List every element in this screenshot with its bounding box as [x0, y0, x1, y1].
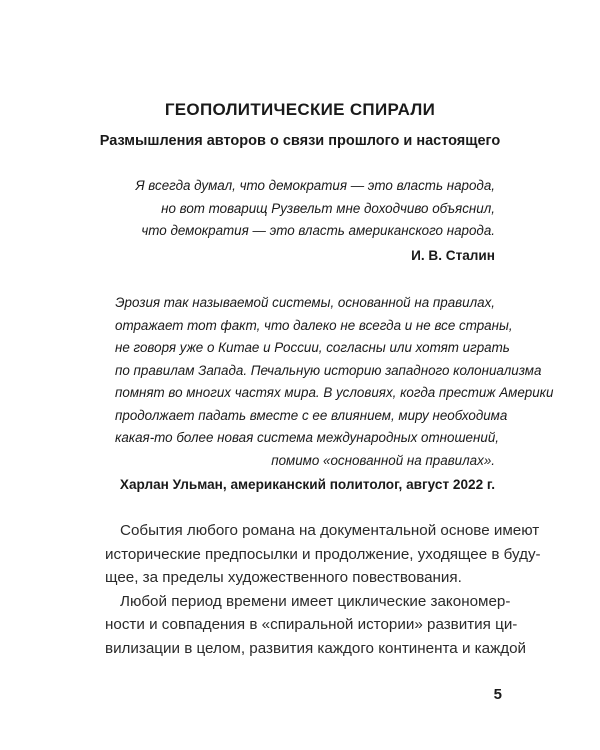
epigraph-line: помнят во многих частях мира. В условиях, когда престиж Америки	[115, 385, 554, 400]
page-number: 5	[493, 686, 502, 703]
body-line: События любого романа на документальной основе имеют	[120, 522, 540, 539]
chapter-subtitle: Размышления авторов о связи прошлого и настоящего	[99, 133, 501, 149]
body-line: щее, за пределы художественного повествования.	[105, 569, 462, 586]
epigraph-line: Эрозия так называемой системы, основанной на правилах,	[115, 295, 495, 310]
body-line: Любой период времени имеет циклические закономер-	[120, 592, 511, 610]
epigraph-line: по правилам Запада. Печальную историю западного колониализма	[115, 362, 542, 378]
epigraph-line: какая-то более новая система международных отношений,	[115, 430, 499, 445]
epigraph-author: И. В. Сталин	[411, 247, 495, 263]
epigraph-line: отражает тот факт, что далеко не всегда и не все страны,	[115, 317, 513, 333]
epigraph-line: что демократия — это власть американского народа.	[141, 223, 495, 238]
chapter-title: ГЕОПОЛИТИЧЕСКИЕ СПИРАЛИ	[164, 100, 436, 119]
epigraph-line: но вот товарищ Рузвельт мне доходчиво объяснил,	[161, 200, 495, 216]
epigraph-author: Харлан Ульман, американский политолог, август 2022 г.	[119, 477, 495, 492]
epigraph-ullman	[115, 292, 554, 496]
body-line: исторические предпосылки и продолжение, уходящее в буду-	[105, 545, 541, 563]
epigraph-line: не говоря уже о Китае и России, согласны или хотят играть	[115, 340, 510, 355]
epigraph-line: помимо «основанной на правилах».	[271, 452, 495, 468]
body-line: ности и совпадения в «спиральной истории» развития ци-	[105, 616, 518, 633]
body-text	[105, 519, 541, 660]
epigraph-line: Я всегда думал, что демократия — это власть народа,	[135, 178, 495, 193]
epigraph-line: продолжает падать вместе с ее влиянием, миру необходима	[115, 407, 508, 423]
epigraph-stalin	[115, 175, 495, 267]
body-line: вилизации в целом, развития каждого континента и каждой	[105, 639, 527, 657]
